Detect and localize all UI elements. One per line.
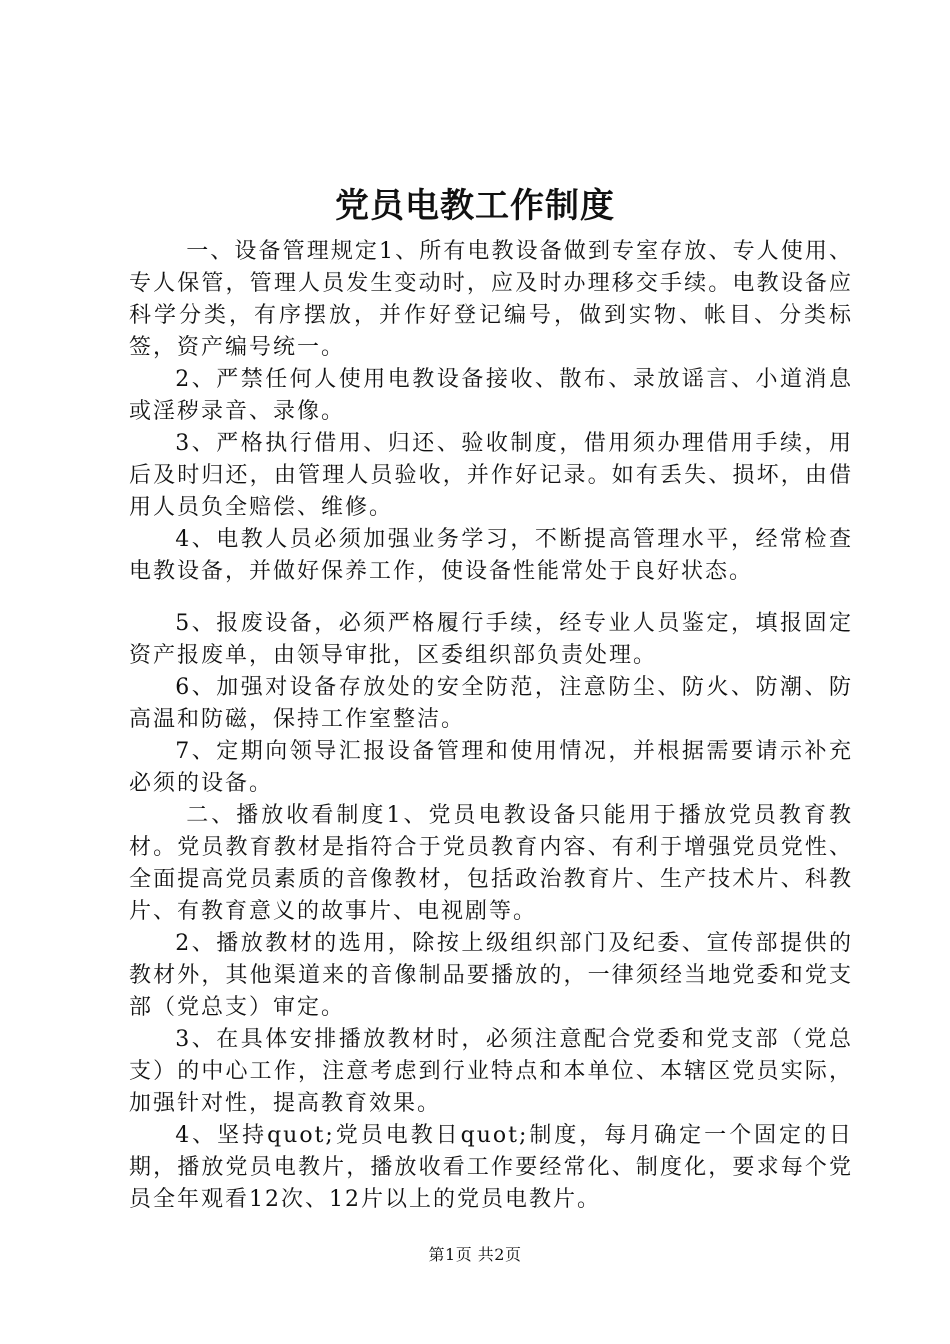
paragraph-item-6: 6、加强对设备存放处的安全防范，注意防尘、防火、防潮、防高温和防磁，保持工作室整洁。: [129, 675, 853, 732]
paragraph-item-4b: 4、坚持quot;党员电教日quot;制度，每月确定一个固定的日期，播放党员电教片，播放收看工作要经常化、制度化，要求每个党员全年观看12次、12片以上的党员电教片。: [129, 1123, 853, 1212]
document-body: [129, 236, 853, 1216]
paragraph-item-5: 5、报废设备，必须严格履行手续，经专业人员鉴定，填报固定资产报废单，由领导审批，区委组织部负责处理。: [129, 611, 853, 668]
paragraph-item-3b: 3、在具体安排播放教材时，必须注意配合党委和党支部（党总支）的中心工作，注意考虑到行业特点和本单位、本辖区党员实际，加强针对性，提高教育效果。: [129, 1027, 853, 1116]
page-number-footer: 第1页 共2页: [428, 1245, 522, 1264]
paragraph-section-2: 二、播放收看制度1、党员电教设备只能用于播放党员教育教材。党员教育教材是指符合于党员教育内容、有利于增强党员党性、全面提高党员素质的音像教材，包括政治教育片、生产技术片、科教片、有教育意义的故事片、电视剧等。: [129, 803, 853, 924]
paragraph-item-7: 7、定期向领导汇报设备管理和使用情况，并根据需要请示补充必须的设备。: [129, 739, 853, 796]
paragraph-section-1: 一、设备管理规定1、所有电教设备做到专室存放、专人使用、专人保管，管理人员发生变动时，应及时办理移交手续。电教设备应科学分类，有序摆放，并作好登记编号，做到实物、帐目、分类标签，资产编号统一。: [129, 239, 853, 360]
paragraph-item-2: 2、严禁任何人使用电教设备接收、散布、录放谣言、小道消息或淫秽录音、录像。: [129, 367, 853, 424]
paragraph-item-2b: 2、播放教材的选用，除按上级组织部门及纪委、宣传部提供的教材外，其他渠道来的音像制品要播放的，一律须经当地党委和党支部（党总支）审定。: [129, 931, 853, 1020]
paragraph-item-3: 3、严格执行借用、归还、验收制度，借用须办理借用手续，用后及时归还，由管理人员验收，并作好记录。如有丢失、损坏，由借用人员负全赔偿、维修。: [129, 431, 853, 520]
paragraph-item-4: 4、电教人员必须加强业务学习，不断提高管理水平，经常检查电教设备，并做好保养工作，使设备性能常处于良好状态。: [129, 527, 853, 584]
document-title: 党员电教工作制度: [335, 186, 615, 226]
